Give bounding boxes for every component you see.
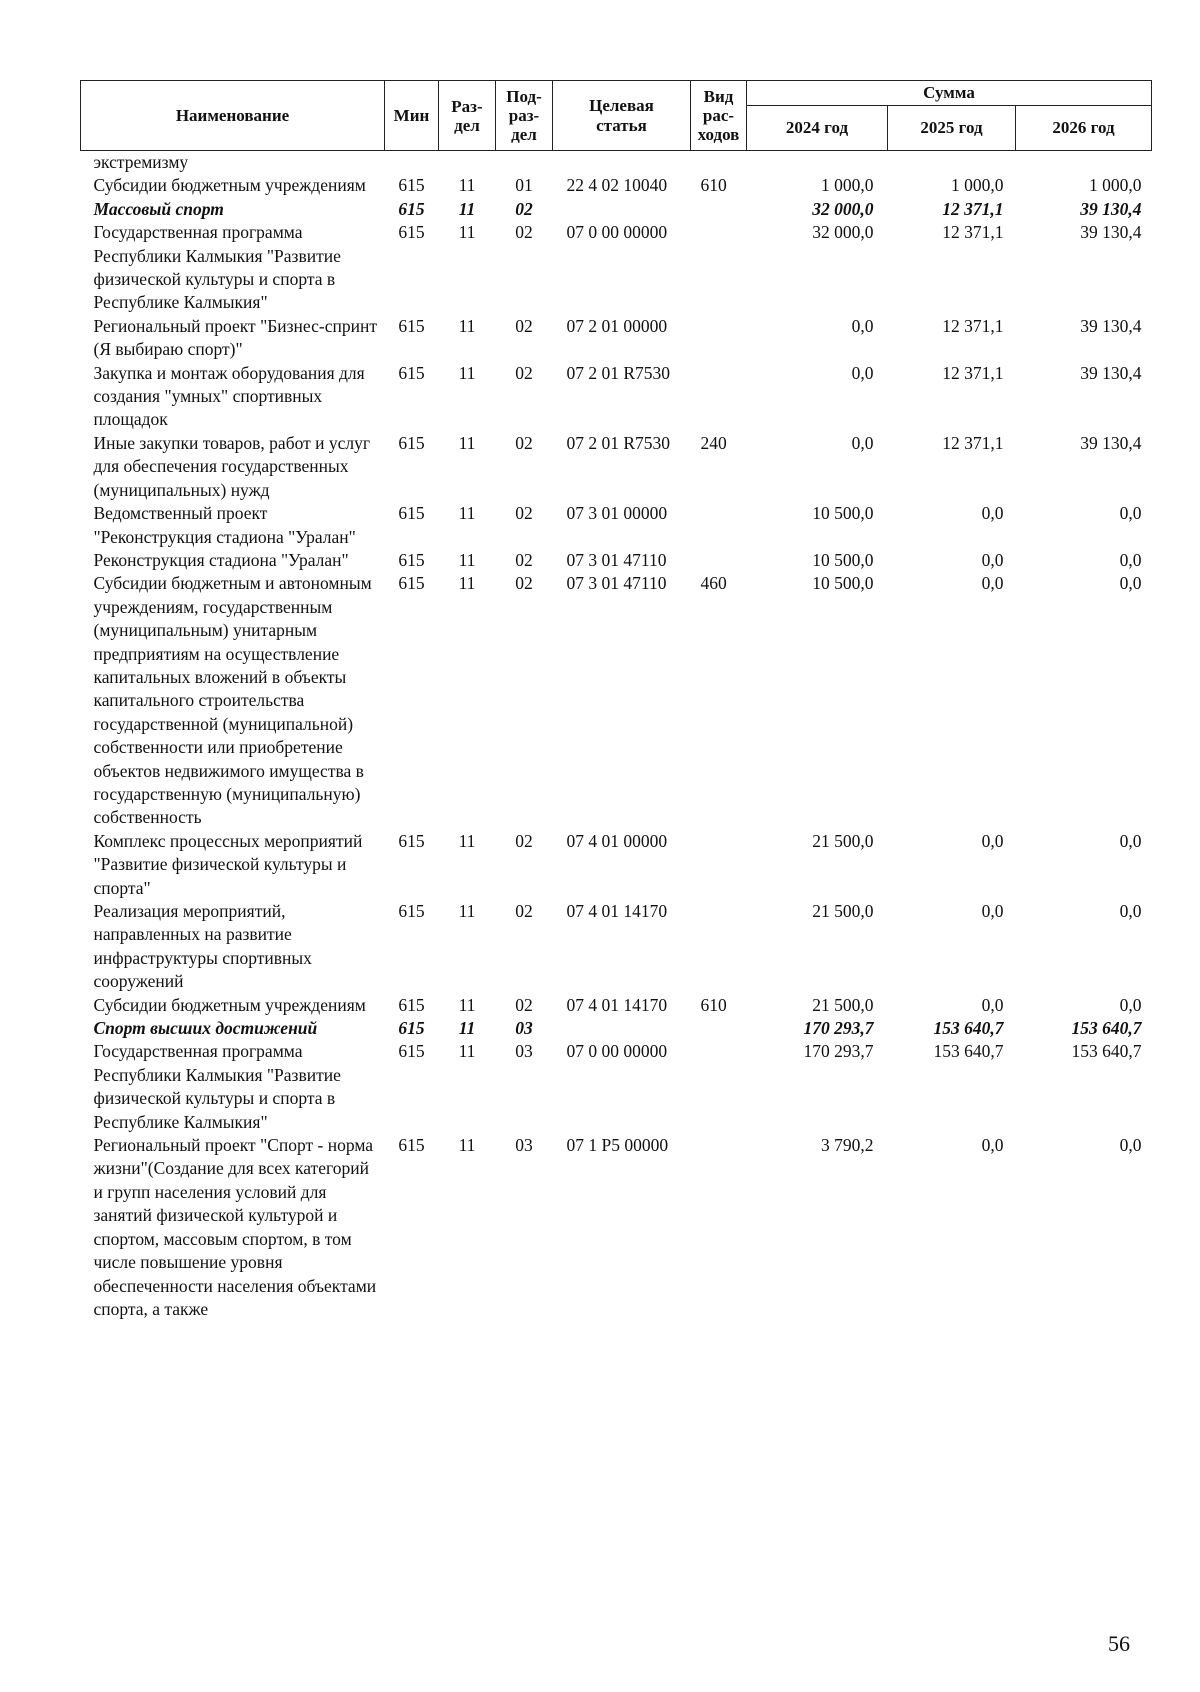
- cell-vid: [691, 1017, 747, 1040]
- cell-razdel: 11: [458, 830, 476, 851]
- cell-name: Комплекс процессных мероприятий "Развитие физической культуры и спорта": [93, 830, 363, 898]
- cell-2026: 1 000,0: [1089, 175, 1142, 196]
- header-name: Наименование: [81, 81, 385, 151]
- cell-2025: 153 640,7: [933, 1018, 1004, 1039]
- table-row: [81, 572, 1152, 829]
- cell-min: 615: [398, 362, 425, 383]
- cell-2026: 0,0: [1119, 901, 1142, 921]
- cell-vid: [691, 151, 747, 175]
- cell-vid: [691, 830, 747, 900]
- cell-2024: 170 293,7: [803, 1018, 874, 1039]
- cell-2025: [888, 151, 1016, 175]
- cell-celevaya: [553, 151, 691, 175]
- cell-2025: 153 640,7: [933, 1041, 1004, 1062]
- cell-2026: 153 640,7: [1071, 1041, 1142, 1062]
- cell-name: Государственная программа Республики Калмыкия "Развитие физической культуры и спорта в Республике Калмыкия": [93, 1041, 341, 1132]
- cell-2024: 0,0: [851, 362, 874, 383]
- cell-vid: 610: [700, 175, 727, 196]
- cell-celevaya: 22 4 02 10040: [566, 175, 668, 196]
- cell-celevaya: 07 3 01 47110: [566, 573, 667, 594]
- table-row: [81, 362, 1152, 432]
- table-row: [81, 1134, 1152, 1321]
- cell-vid: [691, 315, 747, 362]
- cell-min: 615: [398, 503, 425, 524]
- cell-vid: 610: [700, 994, 727, 1015]
- cell-podrazdel: 02: [515, 222, 533, 243]
- cell-vid: [691, 362, 747, 432]
- header-year-2026: 2026 год: [1016, 106, 1152, 151]
- page-number: 56: [1108, 1631, 1130, 1656]
- cell-2025: 12 371,1: [942, 432, 1004, 453]
- cell-celevaya: 07 2 01 R7530: [566, 362, 671, 383]
- cell-razdel: 11: [458, 362, 476, 383]
- cell-2024: 32 000,0: [812, 222, 874, 243]
- cell-name: Региональный проект "Бизнес-спринт (Я выбираю спорт)": [93, 315, 377, 360]
- cell-2024: 0,0: [851, 315, 874, 336]
- cell-2025: 12 371,1: [942, 198, 1004, 219]
- cell-2024: 170 293,7: [803, 1041, 874, 1062]
- cell-vid: 460: [700, 573, 727, 594]
- cell-podrazdel: 01: [515, 175, 533, 196]
- table-row: [81, 315, 1152, 362]
- cell-2025: 0,0: [981, 830, 1004, 851]
- cell-name: Субсидии бюджетным учреждениям: [93, 175, 366, 196]
- cell-min: 615: [398, 994, 425, 1015]
- cell-2026: 0,0: [1119, 994, 1142, 1015]
- cell-min: 615: [398, 1018, 425, 1039]
- cell-podrazdel: 02: [515, 549, 533, 570]
- cell-min: 615: [398, 901, 425, 921]
- cell-podrazdel: 02: [515, 901, 533, 921]
- cell-2025: 0,0: [981, 503, 1004, 524]
- cell-razdel: 11: [458, 573, 476, 594]
- cell-name: Субсидии бюджетным и автономным учреждениям, государственным (муниципальным) унитарным предприятиям на осуществление капитальных вложений в объекты капитального строительства государственной (муниципальной) собственности или приобретение объектов недвижимого имущества в государственную (муниципальную) собственность: [93, 573, 372, 828]
- cell-min: 615: [398, 175, 425, 196]
- cell-2026: 0,0: [1119, 503, 1142, 524]
- cell-min: 615: [398, 1041, 425, 1062]
- cell-razdel: 11: [458, 503, 476, 524]
- budget-table: [80, 80, 1152, 1321]
- cell-razdel: 11: [458, 198, 476, 219]
- cell-2025: 0,0: [981, 1135, 1004, 1156]
- cell-celevaya: [553, 198, 691, 221]
- table-row: [81, 549, 1152, 572]
- cell-name: экстремизму: [93, 152, 189, 172]
- cell-vid: [691, 502, 747, 549]
- table-row: [81, 221, 1152, 315]
- cell-name: Закупка и монтаж оборудования для создания "умных" спортивных площадок: [93, 362, 365, 430]
- header-vid: Вид рас- ходов: [691, 81, 747, 151]
- cell-razdel: 11: [458, 1135, 476, 1156]
- cell-2026: 39 130,4: [1080, 315, 1142, 336]
- table-row: [81, 198, 1152, 221]
- cell-min: 615: [398, 198, 425, 219]
- cell-razdel: 11: [458, 994, 476, 1015]
- cell-razdel: 11: [458, 1041, 476, 1062]
- cell-min: 615: [398, 432, 425, 453]
- cell-podrazdel: 02: [515, 362, 533, 383]
- cell-razdel: 11: [458, 901, 476, 921]
- cell-min: 615: [398, 573, 425, 594]
- cell-razdel: 11: [458, 222, 476, 243]
- cell-razdel: 11: [458, 315, 476, 336]
- cell-2025: 12 371,1: [942, 315, 1004, 336]
- cell-celevaya: [553, 1017, 691, 1040]
- cell-min: 615: [398, 1135, 425, 1156]
- cell-2026: 39 130,4: [1080, 198, 1142, 219]
- cell-razdel: 11: [458, 1018, 476, 1039]
- cell-podrazdel: 03: [515, 1018, 533, 1039]
- cell-podrazdel: 03: [515, 1135, 533, 1156]
- cell-name: Массовый спорт: [93, 198, 224, 219]
- cell-podrazdel: 02: [515, 198, 533, 219]
- cell-2026: 153 640,7: [1071, 1018, 1142, 1039]
- cell-2025: 1 000,0: [951, 175, 1004, 196]
- cell-2024: 1 000,0: [821, 175, 874, 196]
- cell-podrazdel: 03: [515, 1041, 533, 1062]
- cell-vid: 240: [700, 432, 727, 453]
- header-podrazdel: Под- раз- дел: [496, 81, 553, 151]
- cell-razdel: 11: [458, 432, 476, 453]
- cell-podrazdel: 02: [515, 432, 533, 453]
- cell-podrazdel: 02: [515, 830, 533, 851]
- cell-min: 615: [398, 549, 425, 570]
- cell-podrazdel: [496, 151, 553, 175]
- cell-celevaya: 07 2 01 00000: [566, 315, 668, 336]
- cell-celevaya: 07 4 01 00000: [566, 830, 668, 851]
- cell-2026: 39 130,4: [1080, 362, 1142, 383]
- table-body: [81, 151, 1152, 1322]
- cell-2024: 10 500,0: [812, 573, 874, 594]
- cell-min: 615: [398, 830, 425, 851]
- table-row: [81, 502, 1152, 549]
- cell-razdel: [439, 151, 496, 175]
- cell-2026: [1016, 151, 1152, 175]
- cell-podrazdel: 02: [515, 573, 533, 594]
- cell-2024: [747, 151, 888, 175]
- table-row: [81, 1040, 1152, 1134]
- cell-celevaya: 07 3 01 00000: [566, 503, 668, 524]
- cell-2026: 0,0: [1119, 1135, 1142, 1156]
- cell-vid: [691, 1134, 747, 1321]
- cell-2025: 0,0: [981, 901, 1004, 921]
- table-row: [81, 994, 1152, 1017]
- table-row: [81, 432, 1152, 502]
- cell-podrazdel: 02: [515, 503, 533, 524]
- cell-vid: [691, 900, 747, 994]
- cell-name: Субсидии бюджетным учреждениям: [93, 994, 366, 1015]
- cell-podrazdel: 02: [515, 315, 533, 336]
- cell-2024: 0,0: [851, 432, 874, 453]
- cell-name: Реконструкция стадиона "Уралан": [93, 549, 349, 570]
- cell-vid: [691, 198, 747, 221]
- cell-celevaya: 07 2 01 R7530: [566, 432, 671, 453]
- cell-2026: 0,0: [1119, 573, 1142, 594]
- cell-podrazdel: 02: [515, 994, 533, 1015]
- header-min: Мин: [385, 81, 439, 151]
- cell-2026: 0,0: [1119, 830, 1142, 851]
- cell-celevaya: 07 4 01 14170: [566, 901, 668, 921]
- cell-2024: 21 500,0: [812, 901, 874, 921]
- cell-2025: 0,0: [981, 573, 1004, 594]
- header-year-2024: 2024 год: [747, 106, 888, 151]
- cell-celevaya: 07 3 01 47110: [566, 549, 667, 570]
- cell-celevaya: 07 0 00 00000: [566, 222, 668, 243]
- cell-2024: 10 500,0: [812, 549, 874, 570]
- header-year-2025: 2025 год: [888, 106, 1016, 151]
- cell-name: Государственная программа Республики Калмыкия "Развитие физической культуры и спорта в Республике Калмыкия": [93, 222, 341, 313]
- header-celevaya: Целевая статья: [553, 81, 691, 151]
- cell-2024: 21 500,0: [812, 830, 874, 851]
- cell-2025: 12 371,1: [942, 222, 1004, 243]
- cell-2025: 0,0: [981, 994, 1004, 1015]
- cell-razdel: 11: [458, 175, 476, 196]
- table-row: [81, 1017, 1152, 1040]
- table-row: [81, 830, 1152, 900]
- cell-vid: [691, 1040, 747, 1134]
- cell-celevaya: 07 1 P5 00000: [566, 1135, 669, 1156]
- header-razdel: Раз- дел: [439, 81, 496, 151]
- cell-name: Региональный проект "Спорт - норма жизни"(Создание для всех категорий и групп населения условий для занятий физической культурой и спортом, массовым спортом, в том числе повышение уровня обеспеченности населения объектами спорта, а также: [93, 1135, 377, 1319]
- cell-celevaya: 07 4 01 14170: [566, 994, 668, 1015]
- cell-2024: 32 000,0: [812, 198, 874, 219]
- cell-name: Спорт высших достижений: [93, 1018, 318, 1039]
- cell-2025: 12 371,1: [942, 362, 1004, 383]
- cell-2026: 39 130,4: [1080, 222, 1142, 243]
- table-header: [81, 81, 1152, 151]
- cell-2026: 39 130,4: [1080, 432, 1142, 453]
- table-row: [81, 174, 1152, 197]
- cell-name: Ведомственный проект "Реконструкция стадиона "Уралан": [93, 503, 356, 547]
- cell-name: Иные закупки товаров, работ и услуг для обеспечения государственных (муниципальных) нужд: [93, 432, 371, 500]
- cell-2026: 0,0: [1119, 549, 1142, 570]
- table-row: [81, 900, 1152, 994]
- cell-name: Реализация мероприятий, направленных на развитие инфраструктуры спортивных сооружений: [93, 901, 312, 992]
- cell-vid: [691, 549, 747, 572]
- cell-razdel: 11: [458, 549, 476, 570]
- header-summa: Сумма: [747, 81, 1152, 106]
- cell-vid: [691, 221, 747, 315]
- cell-2024: 3 790,2: [821, 1135, 874, 1156]
- cell-celevaya: 07 0 00 00000: [566, 1041, 668, 1062]
- cell-2024: 10 500,0: [812, 503, 874, 524]
- cell-min: [385, 151, 439, 175]
- cell-2025: 0,0: [981, 549, 1004, 570]
- cell-2024: 21 500,0: [812, 994, 874, 1015]
- table-row: [81, 151, 1152, 175]
- cell-min: 615: [398, 315, 425, 336]
- cell-min: 615: [398, 222, 425, 243]
